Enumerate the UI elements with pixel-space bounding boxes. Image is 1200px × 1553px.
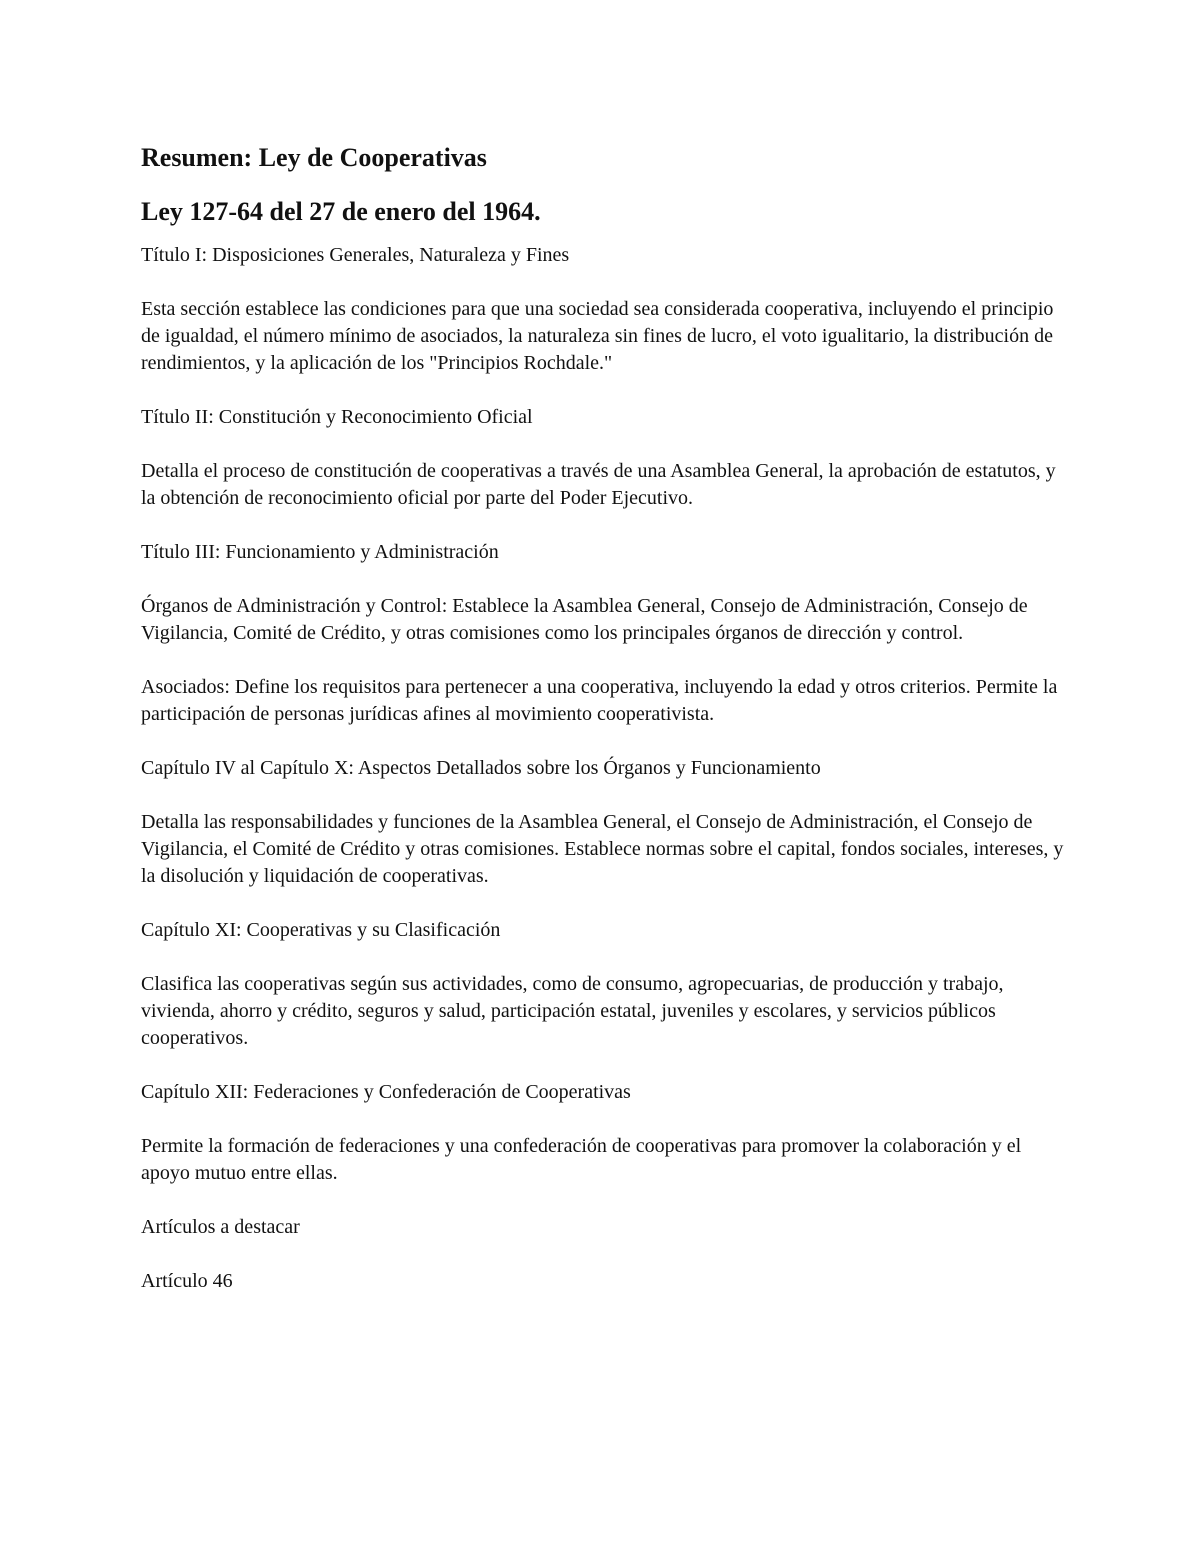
section-heading-capitulo-12: Capítulo XII: Federaciones y Confederación de Cooperativas (141, 1081, 631, 1103)
section-heading-capitulo-11: Capítulo XI: Cooperativas y su Clasificación (141, 919, 501, 941)
section-paragraph: Permite la formación de federaciones y una confederación de cooperativas para promover la colaboración y el apoyo mutuo entre ellas. (141, 1135, 1022, 1184)
section-heading-titulo-2: Título II: Constitución y Reconocimiento Oficial (141, 406, 533, 428)
section-paragraph: Asociados: Define los requisitos para pertenecer a una cooperativa, incluyendo la edad y otros criterios. Permite la participación de personas jurídicas afines al movimiento cooperativista. (141, 676, 1058, 725)
section-paragraph: Detalla el proceso de constitución de cooperativas a través de una Asamblea General, la aprobación de estatutos, y la obtención de reconocimiento oficial por parte del Poder Ejecutivo. (141, 460, 1056, 509)
section-heading-titulo-1: Título I: Disposiciones Generales, Naturaleza y Fines (141, 244, 570, 266)
section-paragraph: Detalla las responsabilidades y funciones de la Asamblea General, el Consejo de Administración, el Consejo de Vigilancia, el Comité de Crédito y otras comisiones. Establece normas sobre el capital, fondos sociales, intereses, y la disolución y liquidación de cooperativas. (141, 811, 1064, 887)
document-title: Resumen: Ley de Cooperativas (141, 143, 487, 172)
article-heading: Artículo 46 (141, 1270, 233, 1292)
document-content (141, 138, 1071, 1295)
section-heading-capitulo-4-10: Capítulo IV al Capítulo X: Aspectos Detallados sobre los Órganos y Funcionamiento (141, 757, 821, 779)
section-paragraph: Esta sección establece las condiciones para que una sociedad sea considerada cooperativa, incluyendo el principio de igualdad, el número mínimo de asociados, la naturaleza sin fines de lucro, el voto igualitario, la distribución de rendimientos, y la aplicación de los "Principios Rochdale." (141, 298, 1054, 374)
section-paragraph: Órganos de Administración y Control: Establece la Asamblea General, Consejo de Administración, Consejo de Vigilancia, Comité de Crédito, y otras comisiones como los principales órganos de dirección y control. (141, 595, 1028, 644)
document-subtitle: Ley 127-64 del 27 de enero del 1964. (141, 197, 541, 226)
section-paragraph: Clasifica las cooperativas según sus actividades, como de consumo, agropecuarias, de producción y trabajo, vivienda, ahorro y crédito, seguros y salud, participación estatal, juveniles y escolares, y servicios públicos cooperativos. (141, 973, 1004, 1049)
section-heading-titulo-3: Título III: Funcionamiento y Administración (141, 541, 499, 563)
highlights-heading: Artículos a destacar (141, 1216, 300, 1238)
